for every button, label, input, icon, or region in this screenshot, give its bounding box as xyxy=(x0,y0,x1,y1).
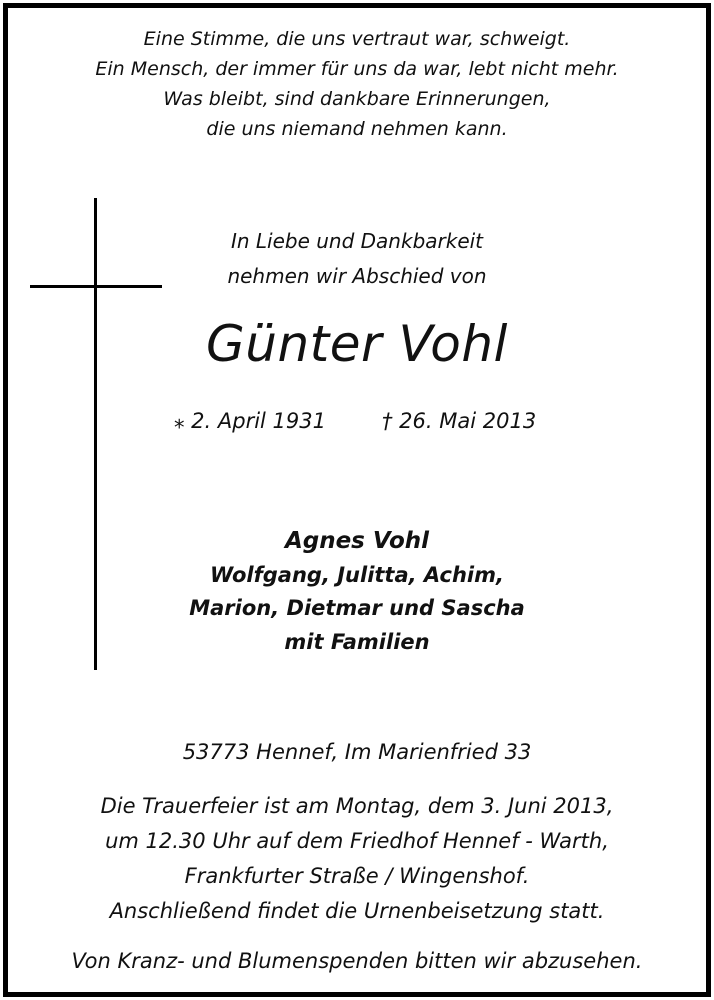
poem-line: Ein Mensch, der immer für uns da war, lebt nicht mehr. xyxy=(95,58,619,80)
death-date: † 26. Mai 2013 xyxy=(382,409,537,433)
family-line: Agnes Vohl xyxy=(284,528,430,554)
poem-line: Eine Stimme, die uns vertraut war, schweigt. xyxy=(143,28,571,50)
deceased-name: Günter Vohl xyxy=(206,315,508,373)
intro-line: In Liebe und Dankbarkeit xyxy=(230,229,484,253)
intro-line: nehmen wir Abschied von xyxy=(227,264,487,288)
poem-line: Was bleibt, sind dankbare Erinnerungen, xyxy=(163,88,551,110)
ceremony-line: Frankfurter Straße / Wingenshof. xyxy=(184,864,530,888)
closing-line: Von Kranz- und Blumenspenden bitten wir abzusehen. xyxy=(71,949,643,973)
family-line: mit Familien xyxy=(284,630,430,654)
family-line: Wolfgang, Julitta, Achim, xyxy=(209,563,504,587)
family-line: Marion, Dietmar und Sascha xyxy=(189,596,525,620)
ceremony-line: Anschließend findet die Urnenbeisetzung statt. xyxy=(109,899,605,923)
poem-line: die uns niemand nehmen kann. xyxy=(206,118,508,140)
ceremony-line: Die Trauerfeier ist am Montag, dem 3. Juni 2013, xyxy=(100,794,614,818)
birth-date: ⁎ 2. April 1931 xyxy=(174,409,327,433)
ceremony-line: um 12.30 Uhr auf dem Friedhof Hennef - Warth, xyxy=(105,829,609,853)
address: 53773 Hennef, Im Marienfried 33 xyxy=(182,740,532,764)
